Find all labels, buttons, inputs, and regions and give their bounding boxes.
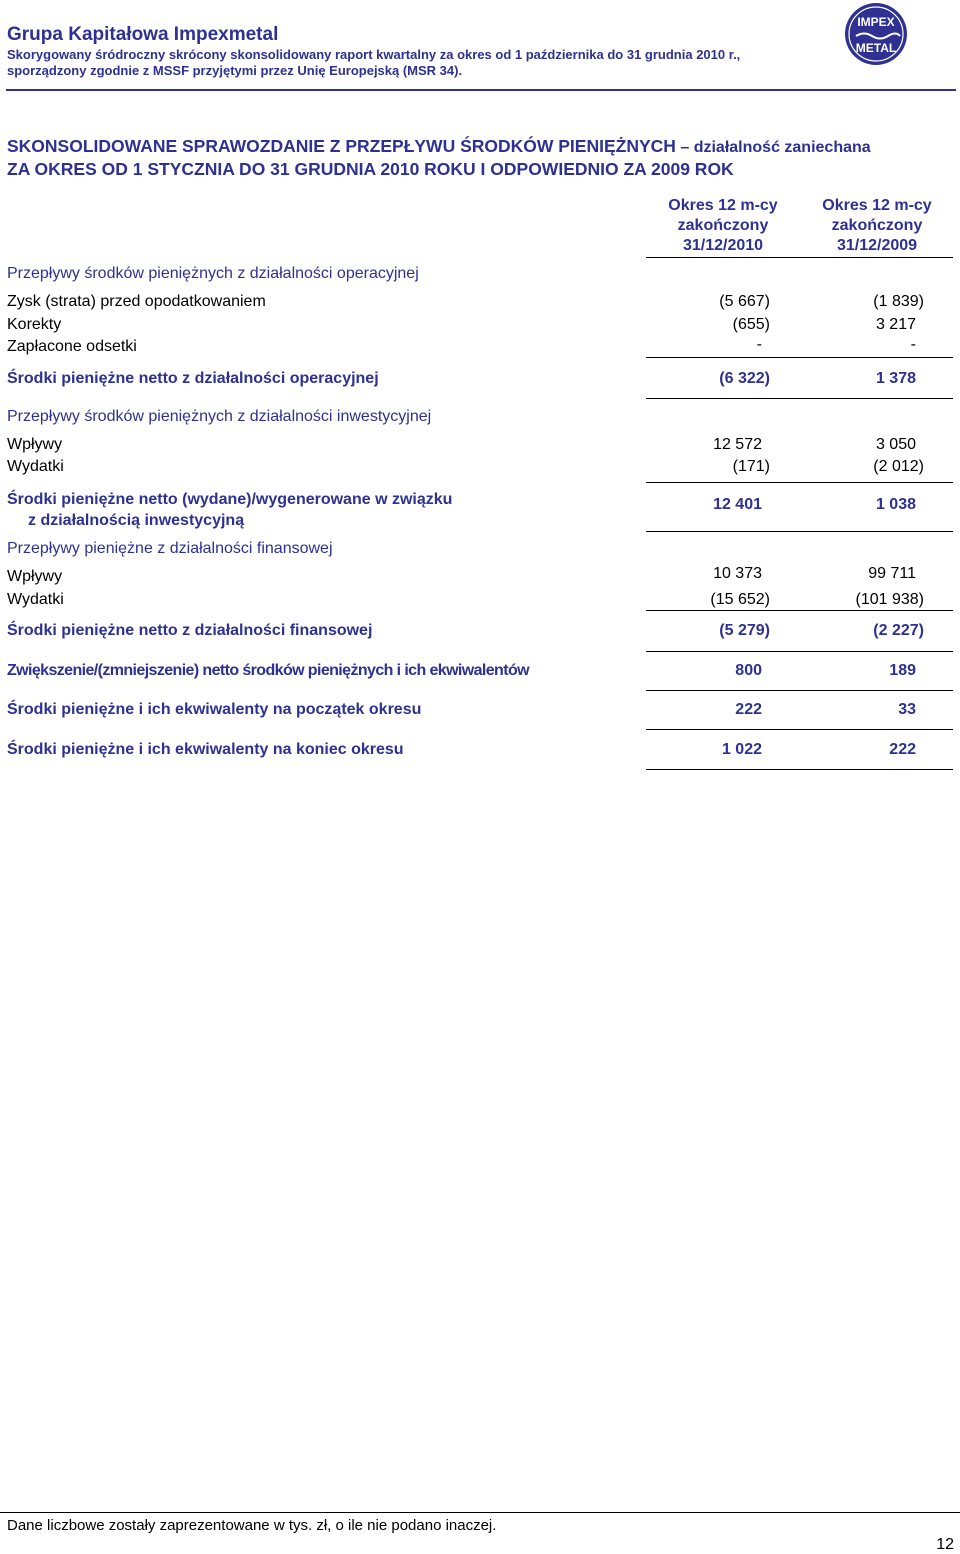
row-label-cash-begin: Środki pieniężne i ich ekwiwalenty na początek okresu [7, 701, 422, 718]
header-rule [6, 89, 956, 91]
value-fin-wplywy-2010: 10 373 [713, 565, 762, 582]
row-label-net-change: Zwiększenie/(zmniejszenie) netto środków pieniężnych i ich ekwiwalentów [7, 662, 529, 679]
value-fin-wplywy-2009: 99 711 [868, 565, 916, 582]
rule-inv-net [646, 482, 953, 483]
row-label-inv-net-line2: z działalnością inwestycyjną [28, 512, 245, 529]
row-label-inv-wplywy: Wpływy [7, 436, 63, 453]
rule-under-headers [646, 257, 953, 258]
rule-fin-net [646, 610, 953, 611]
row-label-inv-net-line1: Środki pieniężne netto (wydane)/wygenerowane w związku [7, 491, 453, 508]
column-header-2009-line2: zakończony [831, 217, 923, 234]
footer-rule [0, 1512, 960, 1513]
row-label-korekty: Korekty [7, 316, 62, 333]
report-subtitle-line2: sporządzony zgodnie z MSSF przyjętymi przez Unię Europejską (MSR 34). [7, 63, 463, 78]
statement-title-line2: ZA OKRES OD 1 STYCZNIA DO 31 GRUDNIA 2010 ROKU I ODPOWIEDNIO ZA 2009 ROK [7, 159, 734, 179]
value-inv-net-2009: 1 038 [875, 496, 916, 513]
column-header-2010-line3: 31/12/2010 [682, 237, 764, 254]
column-header-2009 [802, 196, 952, 256]
section-investing: Przepływy środków pieniężnych z działalności inwestycyjnej [7, 408, 432, 425]
footnote: Dane liczbowe zostały zaprezentowane w tys. zł, o ile nie podano inaczej. [7, 1517, 497, 1534]
column-header-2010 [648, 196, 798, 256]
value-odsetki-2009: - [910, 336, 916, 353]
column-header-2010-line1: Okres 12 m-cy [668, 197, 778, 214]
value-inv-net-2010: 12 401 [713, 496, 762, 513]
value-odsetki-2010: - [756, 336, 762, 353]
value-inv-wydatki-2009: (2 012) [873, 458, 924, 475]
column-header-2009-line3: 31/12/2009 [836, 237, 918, 254]
value-inv-wydatki-2010: (171) [732, 458, 770, 475]
value-cash-end-2010: 1 022 [721, 741, 762, 758]
section-operating: Przepływy środków pieniężnych z działalności operacyjnej [7, 265, 419, 282]
row-label-odsetki: Zapłacone odsetki [7, 338, 137, 355]
rule-change [646, 651, 953, 652]
rule-begin [646, 690, 953, 691]
row-label-fin-wydatki: Wydatki [7, 591, 64, 608]
value-fin-wydatki-2010: (15 652) [710, 591, 770, 608]
value-inv-wplywy-2010: 12 572 [713, 436, 762, 453]
logo-text-top: IMPEX [857, 15, 895, 29]
value-net-change-2010: 800 [735, 662, 762, 679]
rule-op-net [646, 357, 953, 358]
title-suffix: – działalność zaniechana [675, 139, 871, 156]
rule-fin-section [646, 531, 953, 532]
row-label-cash-end: Środki pieniężne i ich ekwiwalenty na koniec okresu [7, 741, 404, 758]
row-label-fin-net: Środki pieniężne netto z działalności finansowej [7, 622, 373, 639]
row-label-inv-wydatki: Wydatki [7, 458, 64, 475]
column-header-2009-line1: Okres 12 m-cy [822, 197, 932, 214]
company-name: Grupa Kapitałowa Impexmetal [7, 24, 279, 45]
page-number: 12 [936, 1536, 954, 1553]
value-net-change-2009: 189 [889, 662, 916, 679]
report-subtitle-line1: Skorygowany śródroczny skrócony skonsolidowany raport kwartalny za okres od 1 października do 31 grudnia 2010 r., [7, 47, 741, 62]
section-financing: Przepływy pieniężne z działalności finansowej [7, 540, 333, 557]
column-header-2010-line2: zakończony [677, 217, 769, 234]
value-fin-net-2010: (5 279) [719, 622, 770, 639]
rule-inv-section [646, 398, 953, 399]
value-fin-net-2009: (2 227) [873, 622, 924, 639]
value-cash-end-2009: 222 [889, 741, 916, 758]
impexmetal-logo [844, 2, 908, 66]
logo-text-bottom: METAL [855, 41, 897, 55]
row-label-fin-wplywy: Wpływy [7, 568, 63, 585]
title-main: SKONSOLIDOWANE SPRAWOZDANIE Z PRZEPŁYWU ŚRODKÓW PIENIĘŻNYCH [7, 136, 676, 156]
value-cash-begin-2009: 33 [898, 701, 916, 718]
rule-bottom [646, 769, 953, 770]
value-korekty-2010: (655) [732, 316, 770, 333]
value-cash-begin-2010: 222 [735, 701, 762, 718]
row-label-zysk: Zysk (strata) przed opodatkowaniem [7, 293, 266, 310]
value-zysk-2009: (1 839) [873, 293, 924, 310]
value-fin-wydatki-2009: (101 938) [855, 591, 924, 608]
statement-title-line1 [7, 136, 871, 157]
row-label-op-net: Środki pieniężne netto z działalności operacyjnej [7, 370, 379, 387]
value-op-net-2010: (6 322) [719, 370, 770, 387]
value-op-net-2009: 1 378 [875, 370, 916, 387]
value-korekty-2009: 3 217 [875, 316, 916, 333]
value-inv-wplywy-2009: 3 050 [875, 436, 916, 453]
value-zysk-2010: (5 667) [719, 293, 770, 310]
rule-end [646, 729, 953, 730]
